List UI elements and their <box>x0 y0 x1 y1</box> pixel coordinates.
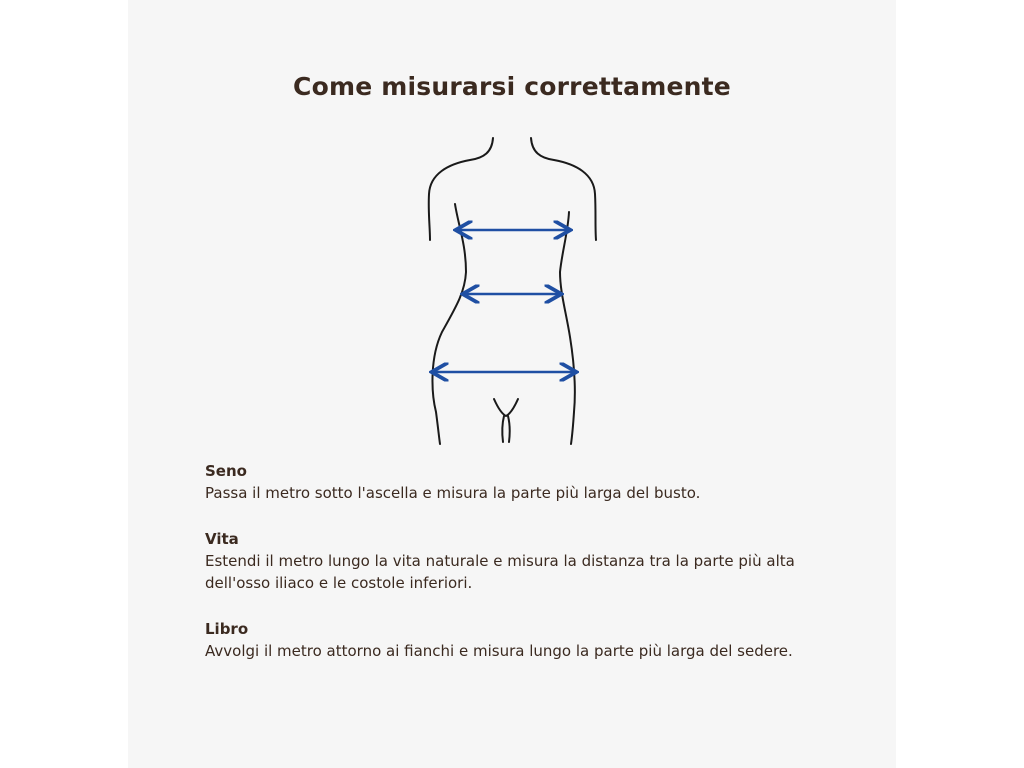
section-title: Vita <box>205 530 239 548</box>
size-guide-page <box>128 0 896 768</box>
section-text: Avvolgi il metro attorno ai fianchi e misura lungo la parte più larga del sedere. <box>205 642 793 660</box>
body-outline <box>429 138 596 444</box>
section-bust <box>205 460 825 504</box>
section-text: Estendi il metro lungo la vita naturale e misura la distanza tra la parte più alta dell'osso iliaco e le costole inferiori. <box>205 552 795 592</box>
body-silhouette-icon <box>418 132 608 450</box>
section-title: Seno <box>205 462 247 480</box>
page-title: Come misurarsi correttamente <box>293 72 731 101</box>
measurement-instructions <box>205 460 825 686</box>
section-waist <box>205 528 825 594</box>
section-hips <box>205 618 825 662</box>
section-text: Passa il metro sotto l'ascella e misura la parte più larga del busto. <box>205 484 701 502</box>
section-title: Libro <box>205 620 249 638</box>
